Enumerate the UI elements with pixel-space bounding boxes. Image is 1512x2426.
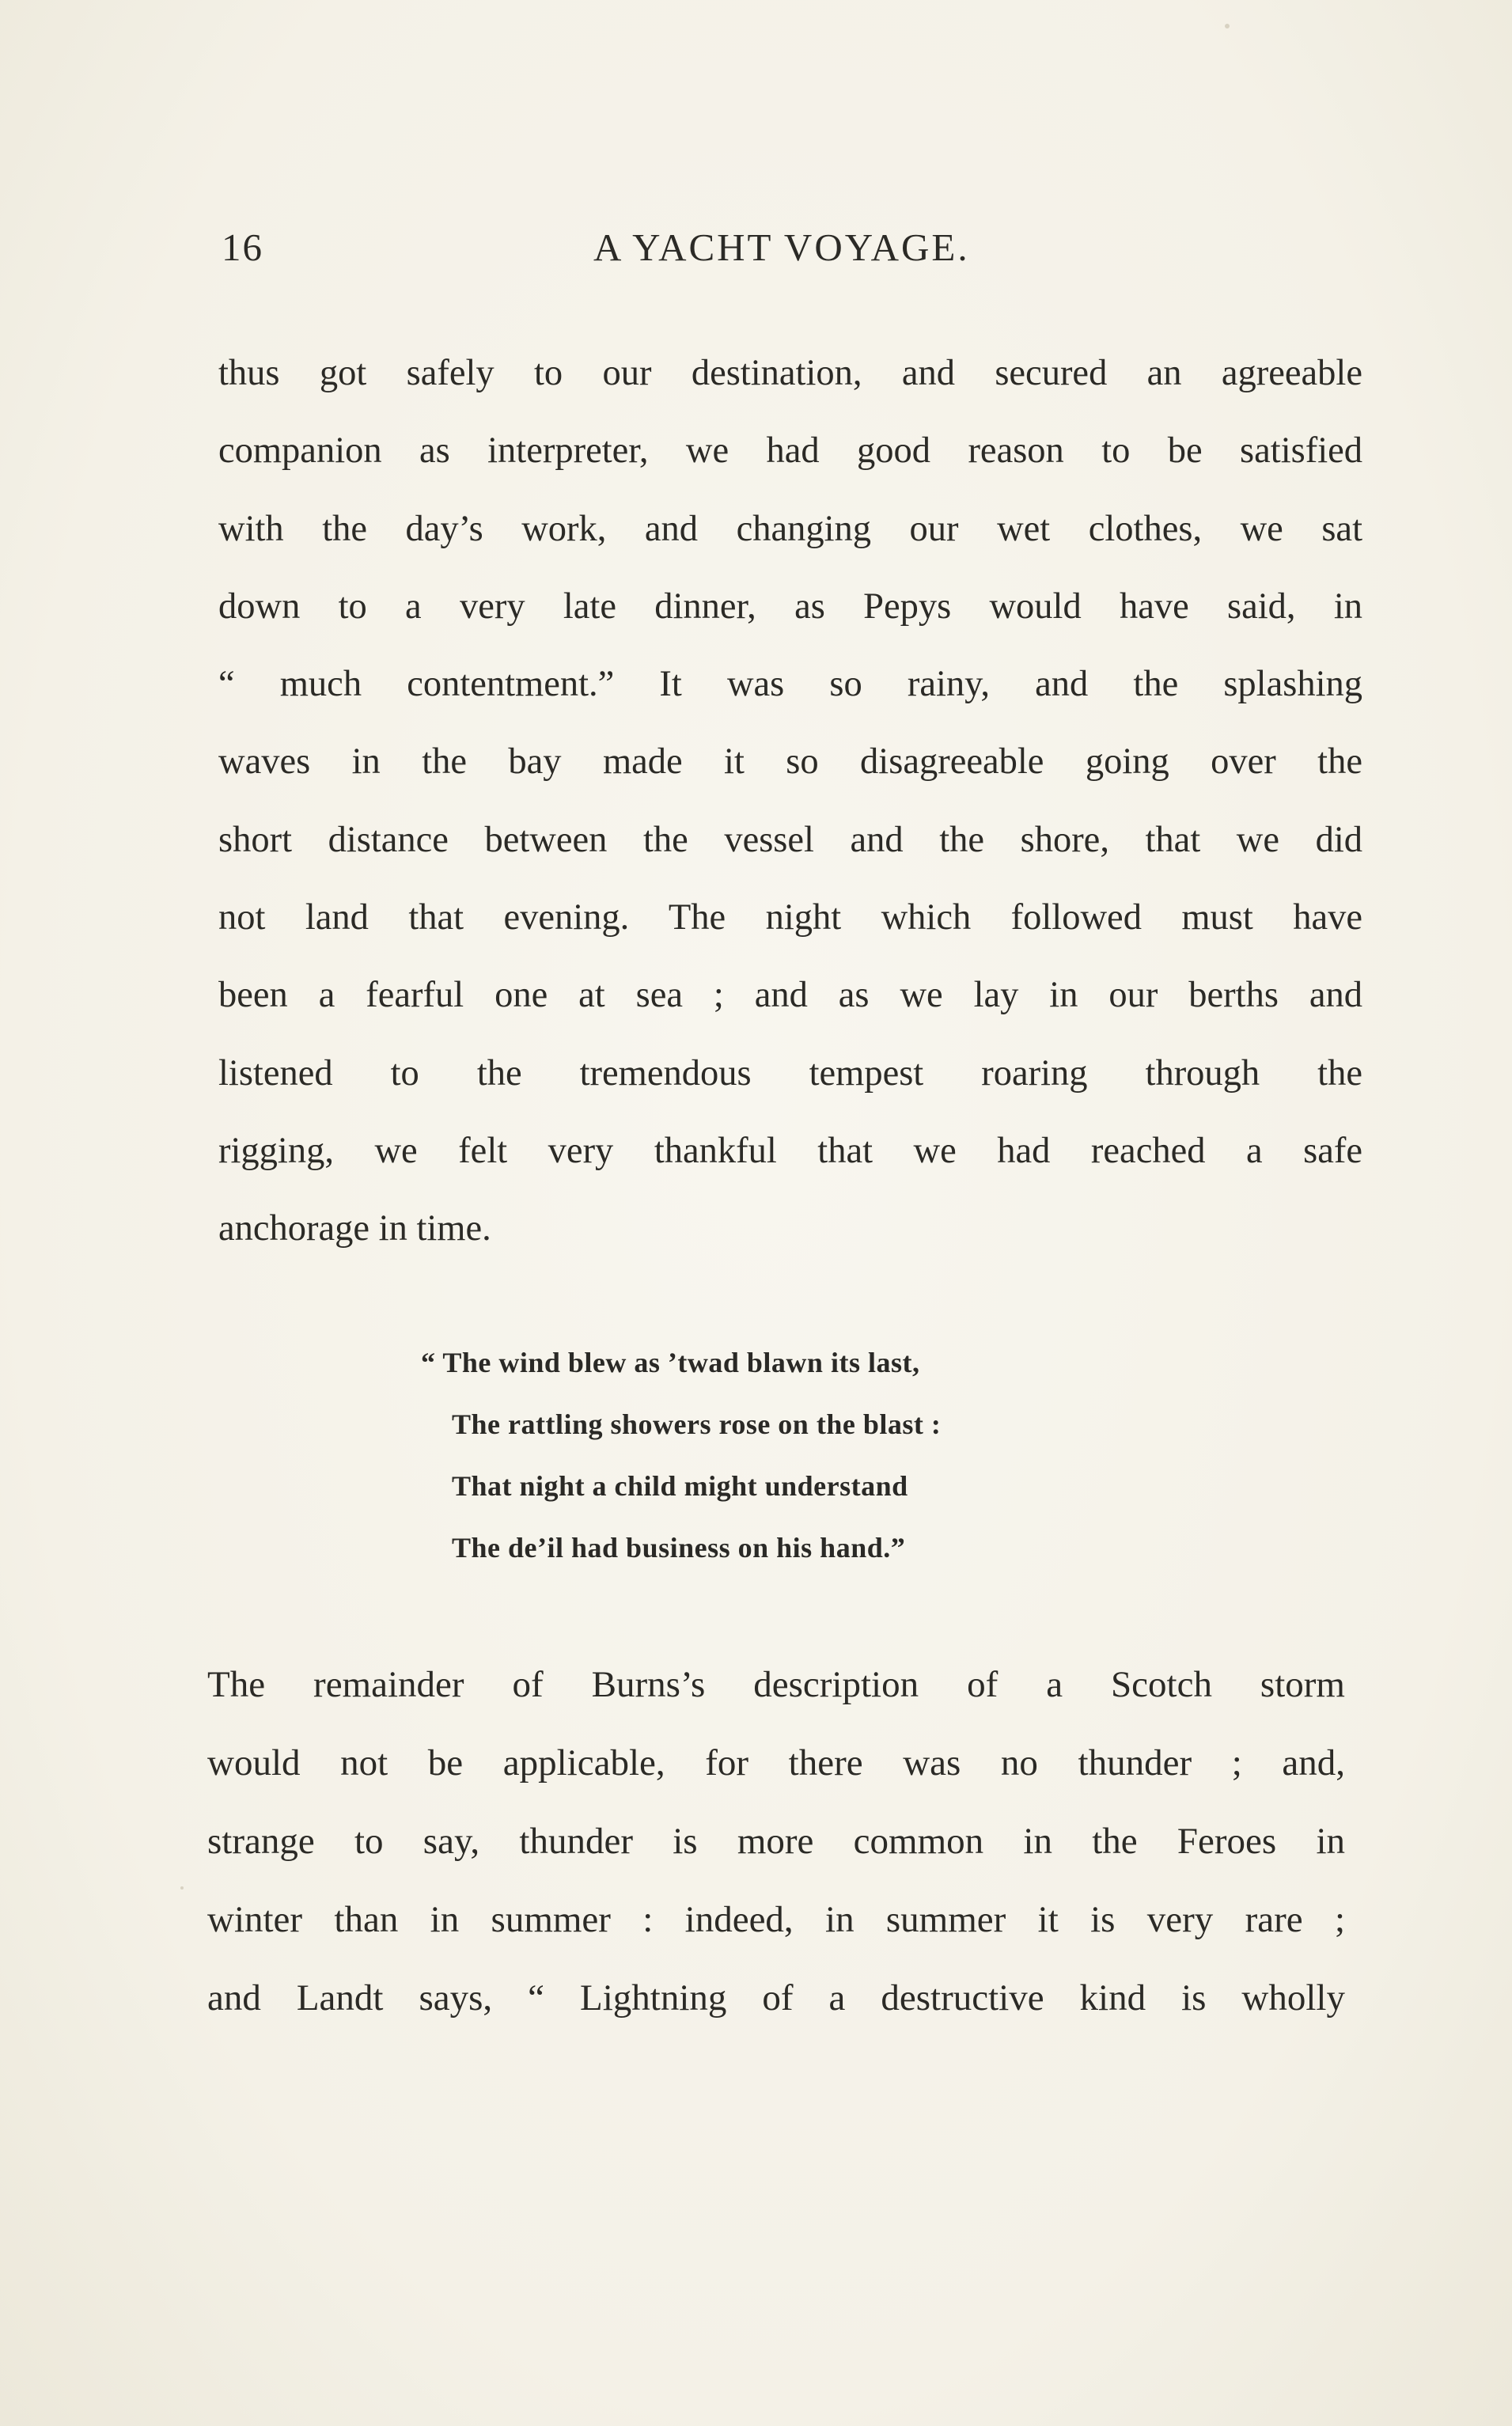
- running-title: A YACHT VOYAGE.: [593, 226, 970, 269]
- paper-speck: [1225, 24, 1230, 28]
- verse-line: That night a child might understand: [452, 1470, 908, 1502]
- verse-line: “ The wind blew as ’twad blawn its last,: [421, 1347, 920, 1378]
- body-paragraph-2: [207, 1646, 1345, 2037]
- text-line: short distance between the vessel and the shore, that we did: [218, 819, 1362, 860]
- page-number: 16: [222, 226, 263, 269]
- verse-quotation: [421, 1332, 941, 1579]
- verse-line: The de’il had business on his hand.”: [452, 1532, 906, 1564]
- text-line: strange to say, thunder is more common in the Feroes in: [207, 1821, 1345, 1862]
- body-paragraph-1: [218, 335, 1362, 1268]
- text-line: been a fearful one at sea ; and as we lay in our berths and: [218, 975, 1362, 1016]
- page-header: [222, 225, 1385, 280]
- text-line: anchorage in time.: [218, 1208, 491, 1249]
- text-line: waves in the bay made it so disagreeable going over the: [218, 741, 1362, 783]
- text-line: would not be applicable, for there was no thunder ; and,: [207, 1742, 1345, 1783]
- text-line: thus got safely to our destination, and secured an agreeable: [218, 353, 1362, 393]
- text-line: companion as interpreter, we had good reason to be satisfied: [218, 430, 1362, 472]
- text-line: The remainder of Burns’s description of a Scotch storm: [207, 1664, 1345, 1705]
- text-line: listened to the tremendous tempest roaring through the: [218, 1052, 1362, 1094]
- verse-line: The rattling showers rose on the blast :: [452, 1408, 942, 1440]
- text-line: down to a very late dinner, as Pepys would have said, in: [218, 586, 1362, 627]
- text-line: and Landt says, “ Lightning of a destructive kind is wholly: [207, 1977, 1345, 2019]
- text-line: winter than in summer : indeed, in summer it is very rare ;: [207, 1899, 1345, 1940]
- text-line: rigging, we felt very thankful that we had reached a safe: [218, 1130, 1362, 1171]
- text-line: with the day’s work, and changing our wet clothes, we sat: [218, 508, 1362, 549]
- text-line: not land that evening. The night which followed must have: [218, 897, 1362, 938]
- text-line: “ much contentment.” It was so rainy, and the splashing: [218, 664, 1362, 705]
- paper-speck: [180, 1886, 184, 1890]
